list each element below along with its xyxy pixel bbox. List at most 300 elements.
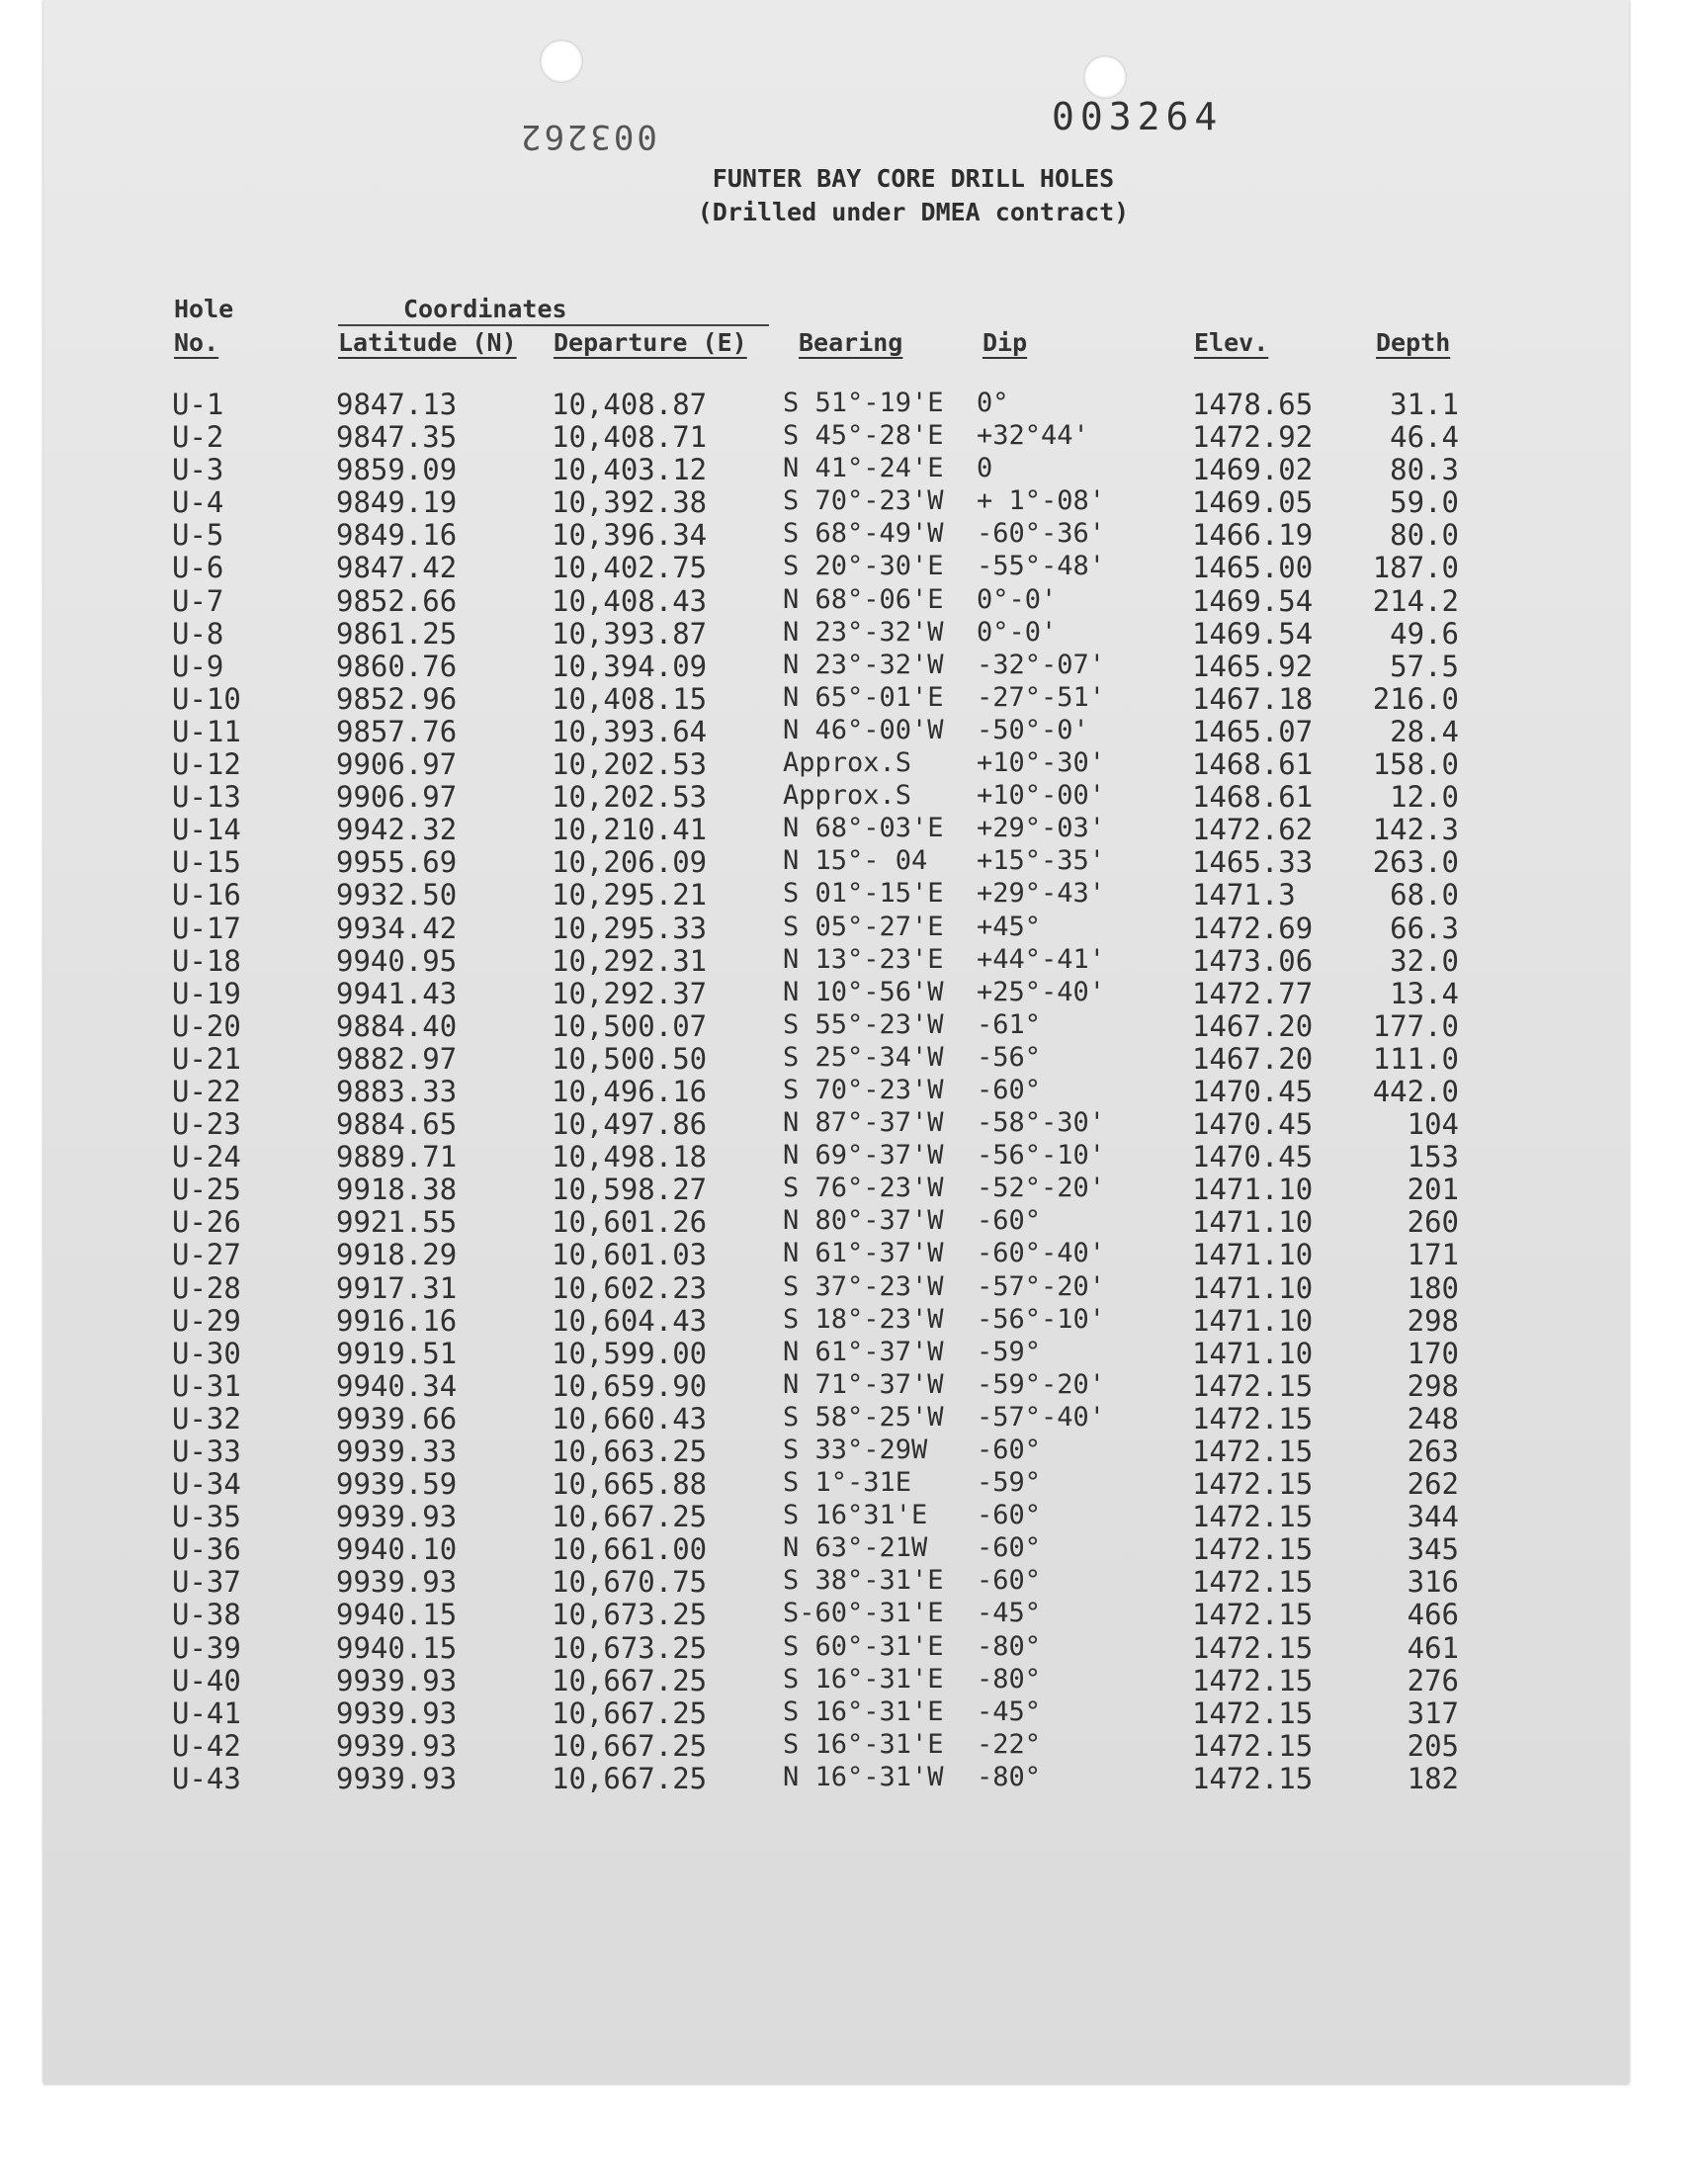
dip-cell: -59°-20' <box>977 1368 1106 1400</box>
depth-cell: 158.0 <box>1372 747 1459 782</box>
latitude-cell: 9939.66 <box>336 1401 458 1436</box>
elevation-cell: 1472.15 <box>1192 1435 1314 1468</box>
dip-cell: -60°-36' <box>977 518 1106 550</box>
elevation-cell: 1472.15 <box>1192 1598 1314 1632</box>
table-row <box>0 1173 1708 1205</box>
elevation-cell: 1469.02 <box>1192 453 1314 487</box>
depth-cell: 344 <box>1407 1500 1459 1534</box>
dip-cell: -60°-40' <box>977 1238 1106 1269</box>
elevation-cell: 1468.61 <box>1192 780 1314 815</box>
departure-cell: 10,673.25 <box>552 1598 708 1632</box>
dip-cell: -45° <box>977 1598 1042 1629</box>
dip-cell: +29°-43' <box>977 878 1106 910</box>
latitude-cell: 9883.33 <box>336 1074 458 1108</box>
depth-cell: 171 <box>1407 1238 1459 1272</box>
table-row <box>0 453 1708 485</box>
dip-cell: -59° <box>977 1336 1042 1367</box>
hole-number-cell: U-7 <box>172 583 224 618</box>
dip-cell: 0 <box>977 453 993 484</box>
departure-cell: 10,393.87 <box>552 616 708 651</box>
departure-cell: 10,604.43 <box>552 1303 708 1338</box>
bearing-cell: N 46°-00'W <box>783 714 944 745</box>
bearing-cell: S 60°-31'E <box>783 1630 944 1662</box>
latitude-cell: 9940.15 <box>336 1598 458 1632</box>
table-row <box>0 1729 1708 1762</box>
departure-cell: 10,295.21 <box>552 878 708 913</box>
depth-cell: 142.3 <box>1372 813 1459 847</box>
depth-cell: 49.6 <box>1390 616 1459 651</box>
bearing-cell: S 55°-23'W <box>783 1008 944 1040</box>
hole-number-cell: U-25 <box>172 1173 241 1207</box>
bearing-cell: N 61°-37'W <box>783 1238 944 1269</box>
departure-cell: 10,403.12 <box>552 453 708 487</box>
depth-cell: 59.0 <box>1390 485 1459 520</box>
departure-cell: 10,496.16 <box>552 1074 708 1108</box>
dip-cell: -45° <box>977 1696 1042 1727</box>
depth-cell: 263.0 <box>1372 845 1459 880</box>
dip-cell: -61° <box>977 1008 1042 1040</box>
hole-number-cell: U-20 <box>172 1008 241 1043</box>
dip-cell: -60° <box>977 1565 1042 1597</box>
depth-cell: 80.0 <box>1390 518 1459 553</box>
table-row <box>0 518 1708 551</box>
latitude-cell: 9860.76 <box>336 649 458 683</box>
bearing-cell: S 16°-31'E <box>783 1696 944 1727</box>
hole-number-cell: U-26 <box>172 1205 241 1240</box>
dip-cell: -56°-10' <box>977 1140 1106 1172</box>
table-row <box>0 845 1708 878</box>
table-row <box>0 715 1708 747</box>
hole-number-cell: U-8 <box>172 616 224 651</box>
hole-number-cell: U-13 <box>172 780 241 815</box>
bearing-cell: S 45°-28'E <box>783 420 944 452</box>
depth-cell: 466 <box>1407 1598 1459 1632</box>
hole-number-cell: U-14 <box>172 813 241 847</box>
page-title: FUNTER BAY CORE DRILL HOLES <box>712 164 1115 193</box>
departure-cell: 10,602.23 <box>552 1270 708 1305</box>
hole-number-cell: U-15 <box>172 845 241 880</box>
dip-cell: -58°-30' <box>977 1107 1106 1139</box>
hole-number-cell: U-12 <box>172 747 241 782</box>
table-row <box>0 1762 1708 1794</box>
hole-number-cell: U-32 <box>172 1401 241 1436</box>
depth-cell: 298 <box>1407 1303 1459 1338</box>
header-depth: Depth <box>1376 328 1451 357</box>
bearing-cell: N 15°- 04 <box>783 845 928 877</box>
departure-cell: 10,408.43 <box>552 583 708 618</box>
depth-cell: 12.0 <box>1390 780 1459 815</box>
depth-cell: 201 <box>1407 1173 1459 1207</box>
dip-cell: -80° <box>977 1663 1042 1695</box>
bearing-cell: N 87°-37'W <box>783 1107 944 1139</box>
dip-cell: -60° <box>977 1500 1042 1531</box>
latitude-cell: 9884.40 <box>336 1008 458 1043</box>
elevation-cell: 1470.45 <box>1192 1107 1314 1142</box>
latitude-cell: 9849.16 <box>336 518 458 553</box>
elevation-cell: 1472.15 <box>1192 1500 1314 1534</box>
depth-cell: 111.0 <box>1372 1041 1459 1076</box>
elevation-cell: 1469.54 <box>1192 616 1314 651</box>
departure-cell: 10,292.37 <box>552 976 708 1010</box>
latitude-cell: 9942.32 <box>336 813 458 847</box>
table-row <box>0 1598 1708 1630</box>
table-row <box>0 682 1708 715</box>
departure-cell: 10,394.09 <box>552 649 708 683</box>
latitude-cell: 9918.38 <box>336 1173 458 1207</box>
latitude-cell: 9852.96 <box>336 681 458 716</box>
depth-cell: 28.4 <box>1390 714 1459 748</box>
dip-cell: -60° <box>977 1532 1042 1564</box>
departure-cell: 10,661.00 <box>552 1532 708 1567</box>
latitude-cell: 9859.09 <box>336 453 458 487</box>
elevation-cell: 1467.20 <box>1192 1008 1314 1043</box>
latitude-cell: 9857.76 <box>336 714 458 748</box>
hole-number-cell: U-38 <box>172 1598 241 1632</box>
departure-cell: 10,210.41 <box>552 813 708 847</box>
dip-cell: -32°-07' <box>977 649 1106 680</box>
elevation-cell: 1472.15 <box>1192 1532 1314 1567</box>
elevation-cell: 1465.33 <box>1192 845 1314 880</box>
hole-number-cell: U-40 <box>172 1663 241 1697</box>
table-row <box>0 485 1708 518</box>
elevation-cell: 1467.20 <box>1192 1041 1314 1076</box>
dip-cell: +44°-41' <box>977 943 1106 975</box>
latitude-cell: 9932.50 <box>336 878 458 913</box>
departure-cell: 10,601.26 <box>552 1205 708 1240</box>
latitude-cell: 9939.33 <box>336 1435 458 1468</box>
hole-number-cell: U-37 <box>172 1565 241 1600</box>
bearing-cell: S 33°-29W <box>783 1435 928 1465</box>
bearing-cell: S-60°-31'E <box>783 1598 944 1629</box>
elevation-cell: 1467.18 <box>1192 681 1314 716</box>
elevation-cell: 1471.3 <box>1192 878 1296 913</box>
bearing-cell: N 23°-32'W <box>783 649 944 680</box>
elevation-cell: 1478.65 <box>1192 388 1314 421</box>
departure-cell: 10,292.31 <box>552 943 708 978</box>
elevation-cell: 1472.15 <box>1192 1728 1314 1763</box>
latitude-cell: 9940.15 <box>336 1630 458 1665</box>
latitude-cell: 9917.31 <box>336 1270 458 1305</box>
latitude-cell: 9906.97 <box>336 780 458 815</box>
bearing-cell: N 69°-37'W <box>783 1140 944 1172</box>
latitude-cell: 9849.19 <box>336 485 458 520</box>
dip-cell: -27°-51' <box>977 681 1106 713</box>
table-row <box>0 1532 1708 1565</box>
depth-cell: 442.0 <box>1372 1074 1459 1108</box>
bearing-cell: N 80°-37'W <box>783 1205 944 1237</box>
page-subtitle: (Drilled under DMEA contract) <box>697 198 1130 226</box>
hole-number-cell: U-17 <box>172 911 241 945</box>
elevation-cell: 1472.15 <box>1192 1761 1314 1795</box>
hole-number-cell: U-27 <box>172 1238 241 1272</box>
coordinates-rule <box>338 324 769 326</box>
bearing-cell: S 20°-30'E <box>783 551 944 582</box>
latitude-cell: 9940.10 <box>336 1532 458 1567</box>
hole-number-cell: U-3 <box>172 453 224 487</box>
bearing-cell: N 71°-37'W <box>783 1368 944 1400</box>
hole-number-cell: U-35 <box>172 1500 241 1534</box>
hole-number-cell: U-31 <box>172 1368 241 1403</box>
latitude-cell: 9921.55 <box>336 1205 458 1240</box>
dip-cell: -50°-0' <box>977 714 1089 745</box>
depth-cell: 214.2 <box>1372 583 1459 618</box>
dip-cell: +15°-35' <box>977 845 1106 877</box>
dip-cell: -60° <box>977 1205 1042 1237</box>
header-hole-line2: No. <box>174 328 219 357</box>
departure-cell: 10,601.03 <box>552 1238 708 1272</box>
hole-number-cell: U-19 <box>172 976 241 1010</box>
table-row <box>0 1009 1708 1042</box>
departure-cell: 10,500.50 <box>552 1041 708 1076</box>
hole-number-cell: U-21 <box>172 1041 241 1076</box>
latitude-cell: 9882.97 <box>336 1041 458 1076</box>
elevation-cell: 1470.45 <box>1192 1074 1314 1108</box>
hole-number-cell: U-28 <box>172 1270 241 1305</box>
latitude-cell: 9940.95 <box>336 943 458 978</box>
bearing-cell: S 58°-25'W <box>783 1401 944 1433</box>
dip-cell: -56° <box>977 1041 1042 1073</box>
bearing-cell: N 61°-37'W <box>783 1336 944 1367</box>
hole-number-cell: U-22 <box>172 1074 241 1108</box>
depth-cell: 263 <box>1407 1435 1459 1468</box>
elevation-cell: 1471.10 <box>1192 1270 1314 1305</box>
hole-number-cell: U-23 <box>172 1107 241 1142</box>
table-row <box>0 584 1708 617</box>
bearing-cell: S 68°-49'W <box>783 518 944 550</box>
table-row <box>0 1304 1708 1337</box>
dip-cell: 0° <box>977 388 1009 418</box>
table-row <box>0 1369 1708 1402</box>
hole-number-cell: U-36 <box>172 1532 241 1567</box>
elevation-cell: 1472.92 <box>1192 420 1314 455</box>
table-row <box>0 1696 1708 1729</box>
departure-cell: 10,498.18 <box>552 1140 708 1174</box>
elevation-cell: 1465.92 <box>1192 649 1314 683</box>
departure-cell: 10,408.15 <box>552 681 708 716</box>
depth-cell: 80.3 <box>1390 453 1459 487</box>
latitude-cell: 9939.93 <box>336 1696 458 1730</box>
latitude-cell: 9918.29 <box>336 1238 458 1272</box>
depth-cell: 46.4 <box>1390 420 1459 455</box>
table-row <box>0 1500 1708 1532</box>
table-row <box>0 1042 1708 1075</box>
elevation-cell: 1471.10 <box>1192 1238 1314 1272</box>
table-row <box>0 1402 1708 1435</box>
departure-cell: 10,667.25 <box>552 1728 708 1763</box>
hole-number-cell: U-30 <box>172 1336 241 1370</box>
elevation-cell: 1469.05 <box>1192 485 1314 520</box>
departure-cell: 10,663.25 <box>552 1435 708 1468</box>
latitude-cell: 9852.66 <box>336 583 458 618</box>
bearing-cell: S 1°-31E <box>783 1467 912 1499</box>
table-row <box>0 1140 1708 1173</box>
elevation-cell: 1472.77 <box>1192 976 1314 1010</box>
table-row <box>0 1075 1708 1107</box>
dip-cell: 0°-0' <box>977 616 1058 648</box>
hole-number-cell: U-24 <box>172 1140 241 1174</box>
table-row <box>0 1107 1708 1140</box>
bearing-cell: S 16°-31'E <box>783 1728 944 1760</box>
depth-cell: 68.0 <box>1390 878 1459 913</box>
elevation-cell: 1472.15 <box>1192 1467 1314 1502</box>
departure-cell: 10,667.25 <box>552 1663 708 1697</box>
depth-cell: 260 <box>1407 1205 1459 1240</box>
bearing-cell: S 76°-23'W <box>783 1173 944 1204</box>
bearing-cell: N 68°-06'E <box>783 583 944 615</box>
table-row <box>0 420 1708 453</box>
elevation-cell: 1472.15 <box>1192 1663 1314 1697</box>
header-bearing: Bearing <box>799 328 903 357</box>
departure-cell: 10,660.43 <box>552 1401 708 1436</box>
bearing-cell: S 51°-19'E <box>783 388 944 418</box>
dip-cell: +10°-30' <box>977 747 1106 779</box>
bearing-cell: S 25°-34'W <box>783 1041 944 1073</box>
dip-cell: +32°44' <box>977 420 1089 452</box>
departure-cell: 10,667.25 <box>552 1696 708 1730</box>
departure-cell: 10,392.38 <box>552 485 708 520</box>
table-row <box>0 1631 1708 1664</box>
latitude-cell: 9861.25 <box>336 616 458 651</box>
departure-cell: 10,673.25 <box>552 1630 708 1665</box>
bearing-cell: N 41°-24'E <box>783 453 944 484</box>
latitude-cell: 9941.43 <box>336 976 458 1010</box>
dip-cell: -52°-20' <box>977 1173 1106 1204</box>
departure-cell: 10,497.86 <box>552 1107 708 1142</box>
depth-cell: 316 <box>1407 1565 1459 1600</box>
hole-number-cell: U-41 <box>172 1696 241 1730</box>
dip-cell: +45° <box>977 911 1042 942</box>
depth-cell: 216.0 <box>1372 681 1459 716</box>
departure-cell: 10,206.09 <box>552 845 708 880</box>
elevation-cell: 1471.10 <box>1192 1205 1314 1240</box>
depth-cell: 276 <box>1407 1663 1459 1697</box>
departure-cell: 10,659.90 <box>552 1368 708 1403</box>
bearing-cell: S 38°-31'E <box>783 1565 944 1597</box>
table-row <box>0 977 1708 1009</box>
departure-cell: 10,667.25 <box>552 1500 708 1534</box>
departure-cell: 10,396.34 <box>552 518 708 553</box>
depth-cell: 104 <box>1407 1107 1459 1142</box>
departure-cell: 10,670.75 <box>552 1565 708 1600</box>
latitude-cell: 9934.42 <box>336 911 458 945</box>
elevation-cell: 1472.69 <box>1192 911 1314 945</box>
dip-cell: -80° <box>977 1630 1042 1662</box>
elevation-cell: 1469.54 <box>1192 583 1314 618</box>
hole-number-cell: U-4 <box>172 485 224 520</box>
table-row <box>0 1664 1708 1696</box>
bearing-cell: N 16°-31'W <box>783 1761 944 1792</box>
dip-cell: + 1°-08' <box>977 485 1106 517</box>
elevation-cell: 1472.15 <box>1192 1401 1314 1436</box>
latitude-cell: 9889.71 <box>336 1140 458 1174</box>
elevation-cell: 1471.10 <box>1192 1303 1314 1338</box>
dip-cell: 0°-0' <box>977 583 1058 615</box>
table-row <box>0 1467 1708 1500</box>
depth-cell: 187.0 <box>1372 551 1459 585</box>
bearing-cell: S 70°-23'W <box>783 485 944 517</box>
punch-hole-right <box>1083 55 1127 99</box>
latitude-cell: 9847.35 <box>336 420 458 455</box>
table-row <box>0 912 1708 944</box>
bearing-cell: N 65°-01'E <box>783 681 944 713</box>
dip-cell: -80° <box>977 1761 1042 1792</box>
depth-cell: 66.3 <box>1390 911 1459 945</box>
dip-cell: +10°-00' <box>977 780 1106 812</box>
latitude-cell: 9847.13 <box>336 388 458 421</box>
dip-cell: -55°-48' <box>977 551 1106 582</box>
depth-cell: 57.5 <box>1390 649 1459 683</box>
table-row <box>0 1337 1708 1369</box>
depth-cell: 170 <box>1407 1336 1459 1370</box>
departure-cell: 10,599.00 <box>552 1336 708 1370</box>
elevation-cell: 1468.61 <box>1192 747 1314 782</box>
elevation-cell: 1471.10 <box>1192 1173 1314 1207</box>
depth-cell: 180 <box>1407 1270 1459 1305</box>
bearing-cell: N 23°-32'W <box>783 616 944 648</box>
header-latitude: Latitude (N) <box>338 328 517 357</box>
header-hole-line1: Hole <box>174 295 234 323</box>
elevation-cell: 1473.06 <box>1192 943 1314 978</box>
table-row <box>0 1271 1708 1304</box>
dip-cell: -57°-20' <box>977 1270 1106 1302</box>
bearing-cell: S 37°-23'W <box>783 1270 944 1302</box>
header-dip: Dip <box>982 328 1028 357</box>
depth-cell: 262 <box>1407 1467 1459 1502</box>
hole-number-cell: U-10 <box>172 681 241 716</box>
table-row <box>0 388 1708 420</box>
latitude-cell: 9916.16 <box>336 1303 458 1338</box>
depth-cell: 298 <box>1407 1368 1459 1403</box>
hole-number-cell: U-5 <box>172 518 224 553</box>
hole-number-cell: U-39 <box>172 1630 241 1665</box>
hole-number-cell: U-18 <box>172 943 241 978</box>
departure-cell: 10,202.53 <box>552 747 708 782</box>
hole-number-cell: U-11 <box>172 714 241 748</box>
table-row <box>0 780 1708 813</box>
depth-cell: 177.0 <box>1372 1008 1459 1043</box>
table-row <box>0 1435 1708 1467</box>
departure-cell: 10,393.64 <box>552 714 708 748</box>
dip-cell: -60° <box>977 1074 1042 1105</box>
dip-cell: -59° <box>977 1467 1042 1499</box>
dip-cell: +25°-40' <box>977 976 1106 1007</box>
departure-cell: 10,408.71 <box>552 420 708 455</box>
latitude-cell: 9884.65 <box>336 1107 458 1142</box>
hole-number-cell: U-16 <box>172 878 241 913</box>
bearing-cell: Approx.S <box>783 747 912 779</box>
bearing-cell: N 13°-23'E <box>783 943 944 975</box>
bearing-cell: N 63°-21W <box>783 1532 928 1564</box>
header-coordinates: Coordinates <box>403 295 567 323</box>
hole-number-cell: U-1 <box>172 388 224 421</box>
elevation-cell: 1470.45 <box>1192 1140 1314 1174</box>
departure-cell: 10,665.88 <box>552 1467 708 1502</box>
elevation-cell: 1472.15 <box>1192 1630 1314 1665</box>
latitude-cell: 9906.97 <box>336 747 458 782</box>
table-row <box>0 617 1708 650</box>
latitude-cell: 9919.51 <box>336 1336 458 1370</box>
departure-cell: 10,202.53 <box>552 780 708 815</box>
departure-cell: 10,402.75 <box>552 551 708 585</box>
depth-cell: 32.0 <box>1390 943 1459 978</box>
latitude-cell: 9847.42 <box>336 551 458 585</box>
table-row <box>0 551 1708 583</box>
depth-cell: 182 <box>1407 1761 1459 1795</box>
hole-number-cell: U-43 <box>172 1761 241 1795</box>
hole-number-cell: U-29 <box>172 1303 241 1338</box>
bearing-cell: N 68°-03'E <box>783 813 944 844</box>
table-row <box>0 1205 1708 1238</box>
